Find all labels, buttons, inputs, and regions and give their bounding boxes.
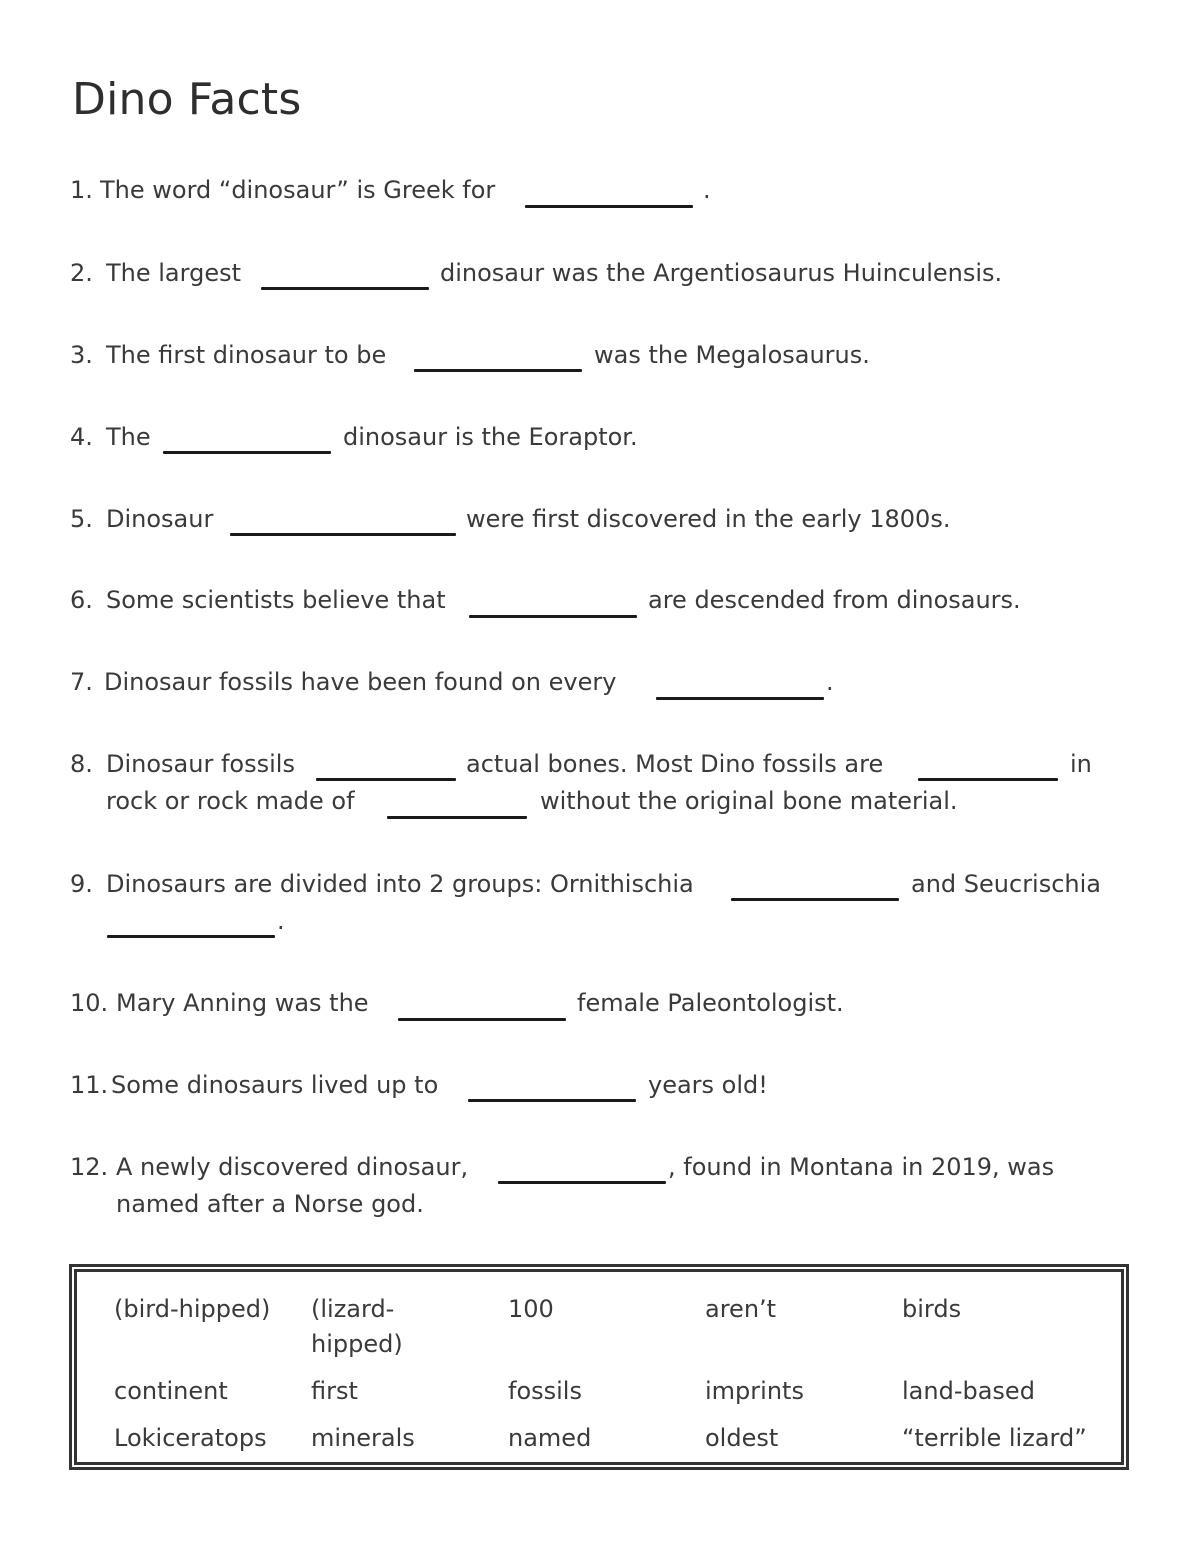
word-bank-item: hipped)	[311, 1330, 403, 1358]
answer-blank[interactable]	[525, 205, 693, 208]
answer-blank[interactable]	[918, 778, 1058, 781]
question-number: 3.	[70, 341, 93, 369]
word-bank-item: land-based	[902, 1377, 1035, 1405]
answer-blank[interactable]	[731, 898, 899, 901]
answer-blank[interactable]	[469, 615, 637, 618]
word-bank-item: (bird-hipped)	[114, 1295, 271, 1323]
question-number: 9.	[70, 870, 93, 898]
question-text: Some dinosaurs lived up to	[111, 1071, 439, 1099]
question-text: The word “dinosaur” is Greek for	[100, 176, 496, 204]
question-text: .	[826, 668, 834, 696]
question-text: and Seucrischia	[911, 870, 1102, 898]
answer-blank[interactable]	[468, 1099, 636, 1102]
question-text: named after a Norse god.	[116, 1190, 424, 1218]
word-bank-item: imprints	[705, 1377, 804, 1405]
answer-blank[interactable]	[498, 1181, 666, 1184]
question-number: 11.	[70, 1071, 109, 1099]
word-bank-item: first	[311, 1377, 358, 1405]
question-number: 1.	[70, 176, 93, 204]
question-text: .	[277, 907, 285, 935]
question-number: 6.	[70, 586, 93, 614]
answer-blank[interactable]	[398, 1018, 566, 1021]
question-text: Dinosaur fossils have been found on every	[104, 668, 617, 696]
question-number: 12.	[70, 1153, 109, 1181]
answer-blank[interactable]	[316, 778, 456, 781]
word-bank-item: “terrible lizard”	[902, 1424, 1087, 1452]
question-text: Dinosaurs are divided into 2 groups: Ornithischia	[106, 870, 694, 898]
question-text: Dinosaur fossils	[106, 750, 295, 778]
question-text: , found in Montana in 2019, was	[668, 1153, 1055, 1181]
question-text: Dinosaur	[106, 505, 214, 533]
word-bank	[74, 1269, 1124, 1465]
question-text: Some scientists believe that	[106, 586, 446, 614]
answer-blank[interactable]	[656, 697, 824, 700]
answer-blank[interactable]	[107, 935, 275, 938]
question-text: dinosaur was the Argentiosaurus Huinculensis.	[440, 259, 1003, 287]
answer-blank[interactable]	[230, 533, 456, 536]
answer-blank[interactable]	[163, 451, 331, 454]
question-text: were first discovered in the early 1800s.	[466, 505, 951, 533]
question-text: female Paleontologist.	[577, 989, 844, 1017]
question-text: A newly discovered dinosaur,	[116, 1153, 469, 1181]
question-text: Mary Anning was the	[116, 989, 369, 1017]
question-text: actual bones. Most Dino fossils are	[466, 750, 884, 778]
question-number: 10.	[70, 989, 109, 1017]
word-bank-item: fossils	[508, 1377, 582, 1405]
question-text: without the original bone material.	[540, 787, 958, 815]
word-bank-item: (lizard-	[311, 1295, 395, 1323]
question-text: was the Megalosaurus.	[594, 341, 870, 369]
question-number: 4.	[70, 423, 93, 451]
question-number: 7.	[70, 668, 93, 696]
word-bank-item: birds	[902, 1295, 962, 1323]
answer-blank[interactable]	[414, 369, 582, 372]
answer-blank[interactable]	[261, 287, 429, 290]
answer-blank[interactable]	[387, 816, 527, 819]
question-number: 8.	[70, 750, 93, 778]
word-bank-item: Lokiceratops	[114, 1424, 267, 1452]
question-text: The	[106, 423, 151, 451]
word-bank-item: aren’t	[705, 1295, 777, 1323]
question-text: years old!	[648, 1071, 768, 1099]
question-text: in	[1070, 750, 1092, 778]
question-text: are descended from dinosaurs.	[648, 586, 1021, 614]
question-number: 5.	[70, 505, 93, 533]
word-bank-item: named	[508, 1424, 592, 1452]
question-text: The first dinosaur to be	[106, 341, 387, 369]
question-text: .	[703, 176, 711, 204]
question-text: dinosaur is the Eoraptor.	[343, 423, 638, 451]
question-number: 2.	[70, 259, 93, 287]
page-title: Dino Facts	[72, 74, 302, 125]
word-bank-item: 100	[508, 1295, 554, 1323]
question-text: rock or rock made of	[106, 787, 355, 815]
word-bank-item: minerals	[311, 1424, 415, 1452]
question-text: The largest	[106, 259, 241, 287]
word-bank-item: oldest	[705, 1424, 779, 1452]
word-bank-item: continent	[114, 1377, 228, 1405]
